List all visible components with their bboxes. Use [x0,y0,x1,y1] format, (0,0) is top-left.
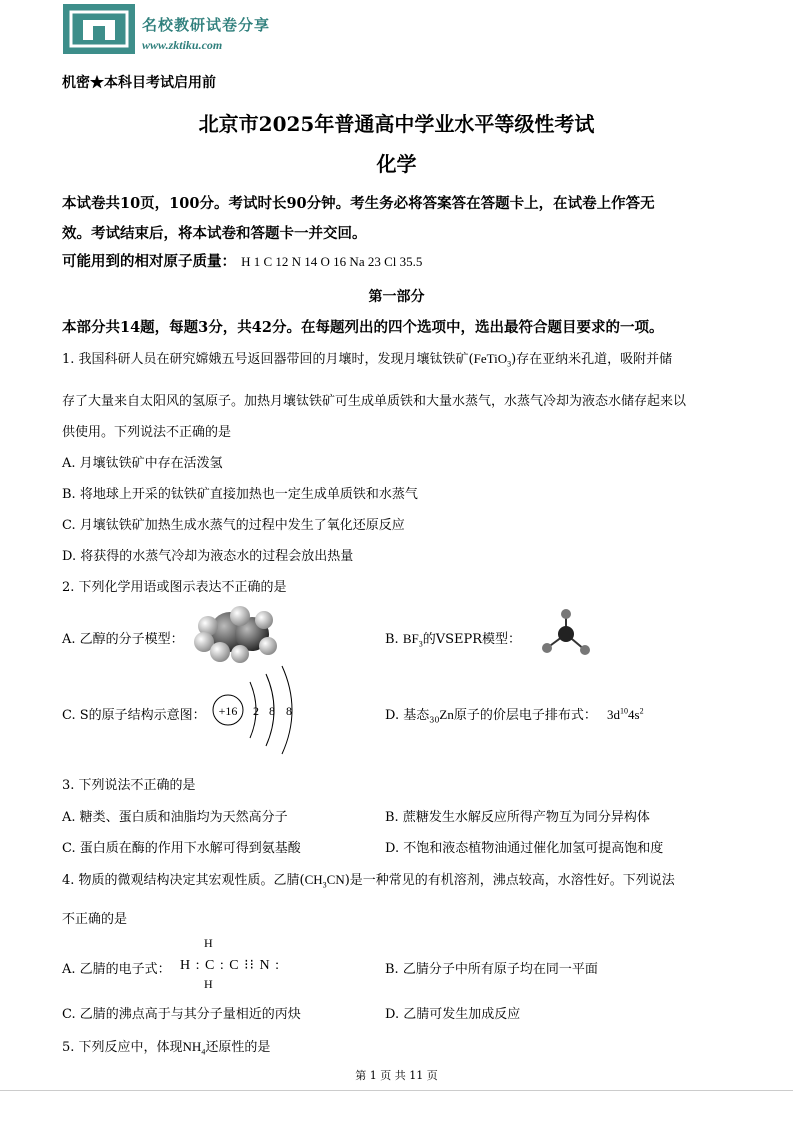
q1-stem-line-3: 供使用。下列说法不正确的是 [62,425,232,440]
q1-stem-line-2: 存了大量来自太阳风的氢原子。加热月壤钛铁矿可生成单质铁和大量水蒸气，水蒸气冷却为液态水储存起来以 [62,394,687,409]
q2-option-a-label: A. 乙醇的分子模型： [62,632,184,647]
bf3-formula: $BF_3$ [402,631,423,649]
electron-formula-top-h: H [204,936,213,950]
atomic-mass-values: H 1 C 12 N 14 O 16 Na 23 Cl 35.5 [241,254,423,269]
q1-option-d: D. 将获得的水蒸气冷却为液态水的过程会放出热量 [62,549,354,564]
zn-mass-number: 30 [429,715,440,725]
q1-stem-line-1 [62,348,672,369]
zn-element: Zn [439,707,454,722]
ammonium-formula: $NH_4$ [182,1039,206,1057]
page-number: 第 1 页 共 11 页 [355,1069,438,1082]
q3-option-c: C. 蛋白质在酶的作用下水解可得到氨基酸 [62,841,301,856]
intro-line-2: 效。考试结束后，将本试卷和答题卡一并交回。 [62,225,367,242]
shell-2-electrons: 8 [269,704,275,718]
q4-option-a-label: A. 乙腈的电子式： [62,962,171,977]
q3-option-b: B. 蔗糖发生水解反应所得产物互为同分异构体 [385,810,650,825]
q3-stem: 3. 下列说法不正确的是 [62,778,196,793]
q4-option-d: D. 乙腈可发生加成反应 [385,1007,521,1022]
acetonitrile-formula: $CH_3CN$ [304,872,345,890]
zn-electron-config: $3d^{10}4s^2$ [607,706,644,722]
q1-formula: FeTiO$_3$ [473,351,512,369]
q4-stem-line-2: 不正确的是 [62,912,128,927]
q2-option-b-label: B. $BF_3$的VSEPR模型： [385,631,522,649]
part-heading: 第一部分 [368,289,425,305]
q5-stem: 5. 下列反应中，体现$NH_4$还原性的是 [62,1039,271,1057]
brand-url[interactable]: www.zktiku.com [142,38,223,52]
bf3-vsepr-model-icon [538,608,594,660]
q1-option-b: B. 将地球上开采的钛铁矿直接加热也一定生成单质铁和水蒸气 [62,487,418,502]
atomic-mass-label: 可能用到的相对原子质量： [62,253,236,270]
q1-option-c: C. 月壤钛铁矿加热生成水蒸气的过程中发生了氧化还原反应 [62,518,405,533]
part-instructions: 本部分共14题，每题3分，共42分。在每题列出的四个选项中，选出最符合题目要求的一项。 [62,319,664,336]
logo-icon [63,4,135,54]
q4-option-c: C. 乙腈的沸点高于与其分子量相近的丙炔 [62,1007,301,1022]
exam-title: 北京市2025年普通高中学业水平等级性考试 [198,112,595,136]
q2-option-d-label: D. 基态$_{30}$Zn原子的价层电子排布式： $3d^{10}4s^2$ [385,706,644,725]
q4-option-b: B. 乙腈分子中所有原子均在同一平面 [385,962,598,977]
shell-1-electrons: 2 [253,704,259,718]
q2-stem: 2. 下列化学用语或图示表达不正确的是 [62,580,287,595]
q4-stem-line-1: 4. 物质的微观结构决定其宏观性质。乙腈$(CH_3CN)$是一种常见的有机溶剂，沸点较高，水溶性好。下列说法 [62,872,675,890]
brand-name: 名校教研试卷分享 [142,16,271,34]
q1-option-a: A. 月壤钛铁矿中存在活泼氢 [62,456,223,471]
electron-formula-bottom-h: H [204,977,213,991]
brand-logo [63,4,135,54]
intro-line-1: 本试卷共10页，100分。考试时长90分钟。考生务必将答案答在答题卡上，在试卷上作答无 [62,195,655,212]
electron-formula-row: H : C : C ⁝⁝ N : [180,958,280,973]
q1-stem-a: 1. 我国科研人员在研究嫦娥五号返回器带回的月壤时，发现月壤钛铁矿( [62,352,474,367]
shell-3-electrons: 8 [286,704,292,718]
confidential-notice: 机密★本科目考试启用前 [62,75,216,91]
sulfur-atom-structure-diagram [210,662,305,762]
atomic-mass-line [62,250,422,271]
q1-stem-b: )存在亚纳米孔道，吸附并储 [511,352,673,367]
q3-option-d: D. 不饱和液态植物油通过催化加氢可提高饱和度 [385,841,664,856]
ethanol-model-icon [190,604,280,666]
nucleus-charge: +16 [218,704,238,718]
bottom-divider [0,1090,793,1091]
q3-option-a: A. 糖类、蛋白质和油脂均为天然高分子 [62,810,288,825]
q2-option-c-label: C. S的原子结构示意图： [62,708,206,723]
exam-subject: 化学 [376,152,417,176]
